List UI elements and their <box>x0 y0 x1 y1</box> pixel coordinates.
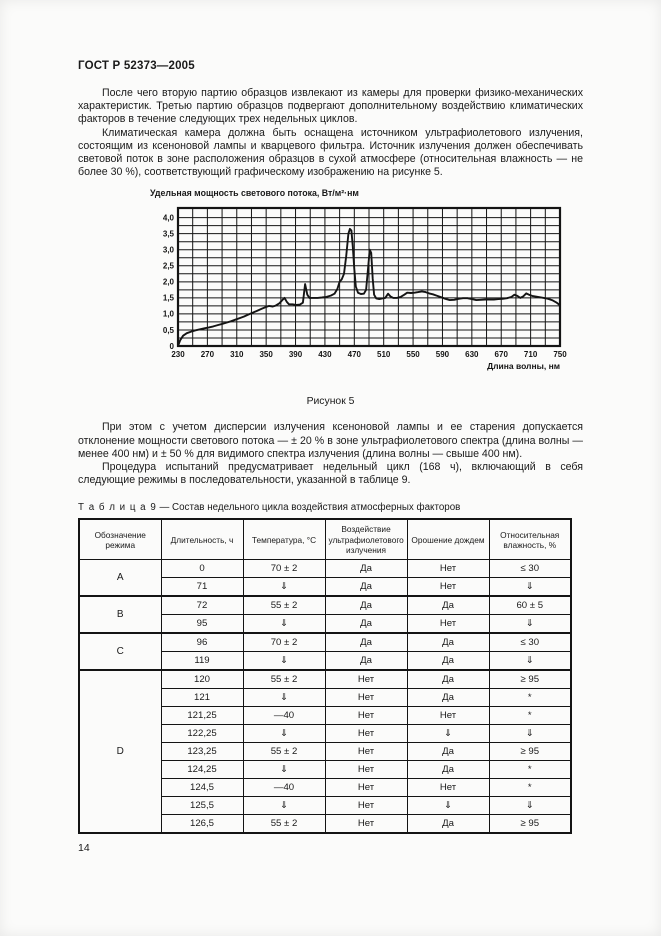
x-axis-labels <box>171 350 567 359</box>
svg-text:310: 310 <box>230 350 244 360</box>
table-cell: 95 <box>161 615 243 634</box>
table-cell: 60 ± 5 <box>489 596 571 615</box>
chart-gridlines <box>178 208 560 346</box>
table-cell: ⇓ <box>243 578 325 597</box>
paragraph-climate-chamber: Климатическая камера должна быть оснащена источником ультрафиолетового излучения, состоящим из ксеноновой лампы и кварцевого фильтра. Источник излучения должен обеспечивать световой поток в зоне расположения образцов в сухой атмосфере (относительная влажность — не более 30 %), соответствующий графическому изображению на рисунке 5. <box>78 126 583 179</box>
table-cell: * <box>489 707 571 725</box>
paragraph-tolerance: При этом с учетом дисперсии излучения ксеноновой лампы и ее старения допускается отклонение мощности светового потока — ± 20 % в зоне ультрафиолетового спектра (длина волны — менее 400 нм) и ± 50 % для видимого спектра излучения (длина волны — свыше 400 нм). <box>78 421 583 460</box>
table-cell: Нет <box>407 779 489 797</box>
table-cell: Нет <box>325 761 407 779</box>
svg-text:1,0: 1,0 <box>162 310 174 320</box>
column-header: Воздействие ультрафиолетового излучения <box>325 519 407 559</box>
table-cell: Нет <box>325 689 407 707</box>
table-cell: 122,25 <box>161 725 243 743</box>
column-header: Орошение дождем <box>407 519 489 559</box>
paragraph-batches: После чего вторую партию образцов извлекают из камеры для проверки физико-механических характеристик. Третью партию образцов подвергают дополнительному воздействию климатических факторов в течение следующих трех недельных циклов. <box>78 87 583 126</box>
mode-cell: D <box>79 670 161 833</box>
svg-text:2,5: 2,5 <box>162 261 174 271</box>
table-cell: ⇓ <box>243 725 325 743</box>
svg-text:230: 230 <box>171 350 185 360</box>
svg-text:0: 0 <box>169 342 174 352</box>
svg-text:590: 590 <box>435 350 450 360</box>
table-cell: ≤ 30 <box>489 633 571 652</box>
mode-cell: А <box>79 560 161 597</box>
table-cell: Нет <box>407 615 489 634</box>
table-cell: * <box>489 779 571 797</box>
table-cell: ⇓ <box>243 797 325 815</box>
column-header: Температура, °С <box>243 519 325 559</box>
table-cell: 121,25 <box>161 707 243 725</box>
weekly-cycle-table <box>78 518 572 834</box>
table-cell: 72 <box>161 596 243 615</box>
table-cell: 55 ± 2 <box>243 596 325 615</box>
table-cell: —40 <box>243 779 325 797</box>
svg-text:750: 750 <box>553 350 567 360</box>
table-cell: Нет <box>325 779 407 797</box>
table-cell: Да <box>407 761 489 779</box>
table-cell: 70 ± 2 <box>243 560 325 578</box>
column-header: Относительная влажность, % <box>489 519 571 559</box>
table-cell: 96 <box>161 633 243 652</box>
table-cell: Да <box>407 689 489 707</box>
svg-text:430: 430 <box>318 350 332 360</box>
table-cell: Да <box>325 615 407 634</box>
table-cell: ⇓ <box>243 615 325 634</box>
doc-header-title: ГОСТ Р 52373—2005 <box>78 60 195 72</box>
table-cell: Нет <box>325 743 407 761</box>
table-cell: ⇓ <box>489 578 571 597</box>
table-cell: Да <box>407 596 489 615</box>
table-cell: Да <box>407 652 489 671</box>
table-cell: Нет <box>325 670 407 689</box>
table-cell: 123,25 <box>161 743 243 761</box>
table-cell: Нет <box>407 578 489 597</box>
table-cell: Да <box>325 578 407 597</box>
table-cell: 125,5 <box>161 797 243 815</box>
table-cell: Да <box>407 633 489 652</box>
svg-text:3,5: 3,5 <box>162 229 174 239</box>
table-cell: 124,25 <box>161 761 243 779</box>
table-cell: Нет <box>407 707 489 725</box>
table-cell: ⇓ <box>243 761 325 779</box>
table-cell: ⇓ <box>489 615 571 634</box>
table-cell: ⇓ <box>489 725 571 743</box>
svg-text:3,0: 3,0 <box>162 245 174 255</box>
svg-text:510: 510 <box>377 350 391 360</box>
table-body <box>79 560 571 834</box>
y-axis-labels <box>163 214 175 351</box>
table-cell: 121 <box>161 689 243 707</box>
table-cell: ⇓ <box>243 689 325 707</box>
table-cell: * <box>489 689 571 707</box>
table-caption-text: — Состав недельного цикла воздействия атмосферных факторов <box>156 502 461 514</box>
svg-text:4,0: 4,0 <box>162 213 174 223</box>
table-cell: Нет <box>325 797 407 815</box>
svg-text:350: 350 <box>259 350 273 360</box>
table-row <box>79 633 571 652</box>
table-caption-label: Т а б л и ц а 9 <box>78 502 157 514</box>
mode-cell: В <box>79 596 161 633</box>
table-cell: 126,5 <box>161 815 243 834</box>
table-cell: Да <box>325 652 407 671</box>
svg-text:470: 470 <box>347 350 361 360</box>
page-number: 14 <box>78 842 90 855</box>
table-cell: ⇓ <box>407 797 489 815</box>
table-cell: 55 ± 2 <box>243 670 325 689</box>
column-header: Длительность, ч <box>161 519 243 559</box>
table-cell: ≤ 30 <box>489 560 571 578</box>
svg-text:710: 710 <box>523 350 538 360</box>
chart-title: Удельная мощность светового потока, Вт/м²·нм <box>150 188 359 199</box>
column-header: Обозначение режима <box>79 519 161 559</box>
figure-5 <box>148 188 574 372</box>
table-cell: * <box>489 761 571 779</box>
table-cell: 71 <box>161 578 243 597</box>
table-cell: 55 ± 2 <box>243 743 325 761</box>
table-cell: Да <box>325 560 407 578</box>
table-cell: Да <box>325 596 407 615</box>
table-cell: —40 <box>243 707 325 725</box>
table-cell: Нет <box>325 815 407 834</box>
table-row <box>79 670 571 689</box>
table-cell: 124,5 <box>161 779 243 797</box>
svg-text:2,0: 2,0 <box>162 278 174 288</box>
figure-caption: Рисунок 5 <box>306 396 355 408</box>
table-cell: ⇓ <box>243 652 325 671</box>
table-cell: Нет <box>325 707 407 725</box>
svg-text:1,5: 1,5 <box>162 294 174 304</box>
svg-text:390: 390 <box>288 350 303 360</box>
table-cell: 70 ± 2 <box>243 633 325 652</box>
table-header <box>79 519 571 559</box>
svg-text:670: 670 <box>494 350 508 360</box>
table-cell: Нет <box>407 560 489 578</box>
table-cell: Да <box>407 743 489 761</box>
spectrum-chart <box>148 200 574 372</box>
table-cell: 0 <box>161 560 243 578</box>
svg-text:270: 270 <box>200 350 215 360</box>
table-cell: 120 <box>161 670 243 689</box>
table-row <box>79 596 571 615</box>
table-cell: ⇓ <box>489 652 571 671</box>
table-cell: ≥ 95 <box>489 815 571 834</box>
table-cell: Нет <box>325 725 407 743</box>
table-cell: ≥ 95 <box>489 670 571 689</box>
table-cell: ⇓ <box>489 797 571 815</box>
table-cell: Да <box>325 633 407 652</box>
table-cell: ⇓ <box>407 725 489 743</box>
table-cell: 55 ± 2 <box>243 815 325 834</box>
svg-text:550: 550 <box>406 350 420 360</box>
table-row <box>79 560 571 578</box>
table-cell: Да <box>407 815 489 834</box>
svg-text:0,5: 0,5 <box>162 326 174 336</box>
table-cell: ≥ 95 <box>489 743 571 761</box>
table-cell: 119 <box>161 652 243 671</box>
svg-text:630: 630 <box>465 350 479 360</box>
x-axis-title: Длина волны, нм <box>487 361 560 372</box>
table-header-row <box>79 519 571 559</box>
paragraph-procedure: Процедура испытаний предусматривает недельный цикл (168 ч), включающий в себя следующие режимы в последовательности, указанной в таблице 9. <box>78 461 583 487</box>
table-cell: Да <box>407 670 489 689</box>
mode-cell: С <box>79 633 161 670</box>
table-caption <box>78 502 583 513</box>
